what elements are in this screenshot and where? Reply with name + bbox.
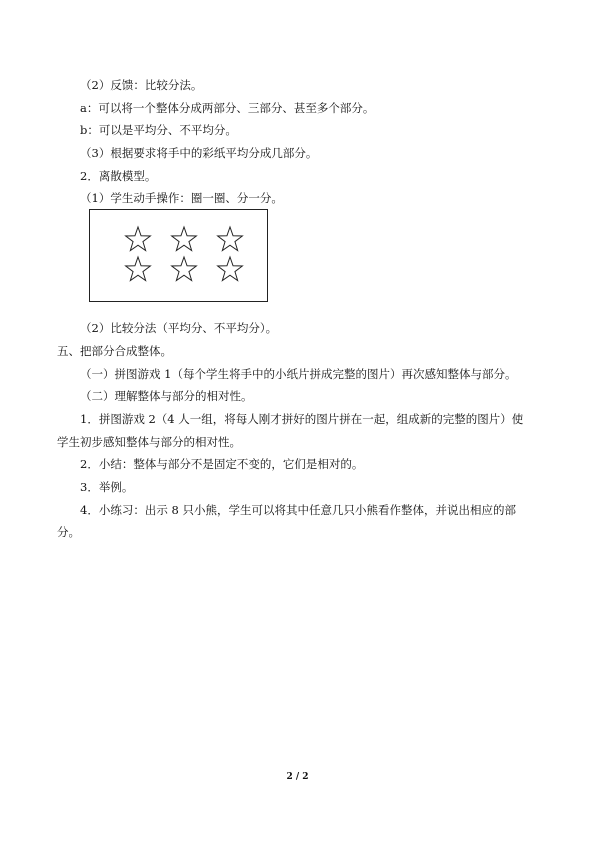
text-line: 分。 (57, 525, 80, 539)
text-line: 2．离散模型。 (80, 169, 157, 183)
outline-star-icon (218, 257, 243, 281)
section-heading: 五、把部分合成整体。 (57, 344, 172, 358)
outline-star-icon (126, 227, 151, 251)
text-line: （3）根据要求将手中的彩纸平均分成几部分。 (80, 146, 318, 160)
text-line: （2）比较分法（平均分、不平均分）。 (80, 321, 278, 335)
text-line: （2）反馈：比较分法。 (80, 78, 203, 92)
outline-star-icon (126, 257, 151, 281)
outline-star-icon (172, 227, 197, 251)
text-line: （一）拼图游戏 1（每个学生将手中的小纸片拼成完整的图片）再次感知整体与部分。 (80, 367, 517, 381)
text-line: a：可以将一个整体分成两部分、三部分、甚至多个部分。 (80, 101, 375, 115)
text-line: 4．小练习：出示 8 只小熊，学生可以将其中任意几只小熊看作整体，并说出相应的部 (80, 503, 516, 517)
text-line: （二）理解整体与部分的相对性。 (80, 389, 253, 403)
text-line: 1．拼图游戏 2（4 人一组，将每人刚才拼好的图片拼在一起，组成新的完整的图片）使 (80, 412, 524, 426)
text-line: 学生初步感知整体与部分的相对性。 (57, 435, 241, 449)
star-grid (90, 210, 267, 301)
text-line: （1）学生动手操作：圈一圈、分一分。 (80, 191, 283, 205)
text-line: 3．举例。 (80, 480, 134, 494)
text-line: b：可以是平均分、不平均分。 (80, 123, 237, 137)
text-line: 2．小结：整体与部分不是固定不变的，它们是相对的。 (80, 457, 364, 471)
page-number: 2 / 2 (286, 772, 309, 782)
star-figure-box (89, 209, 268, 302)
outline-star-icon (218, 227, 243, 251)
outline-star-icon (172, 257, 197, 281)
